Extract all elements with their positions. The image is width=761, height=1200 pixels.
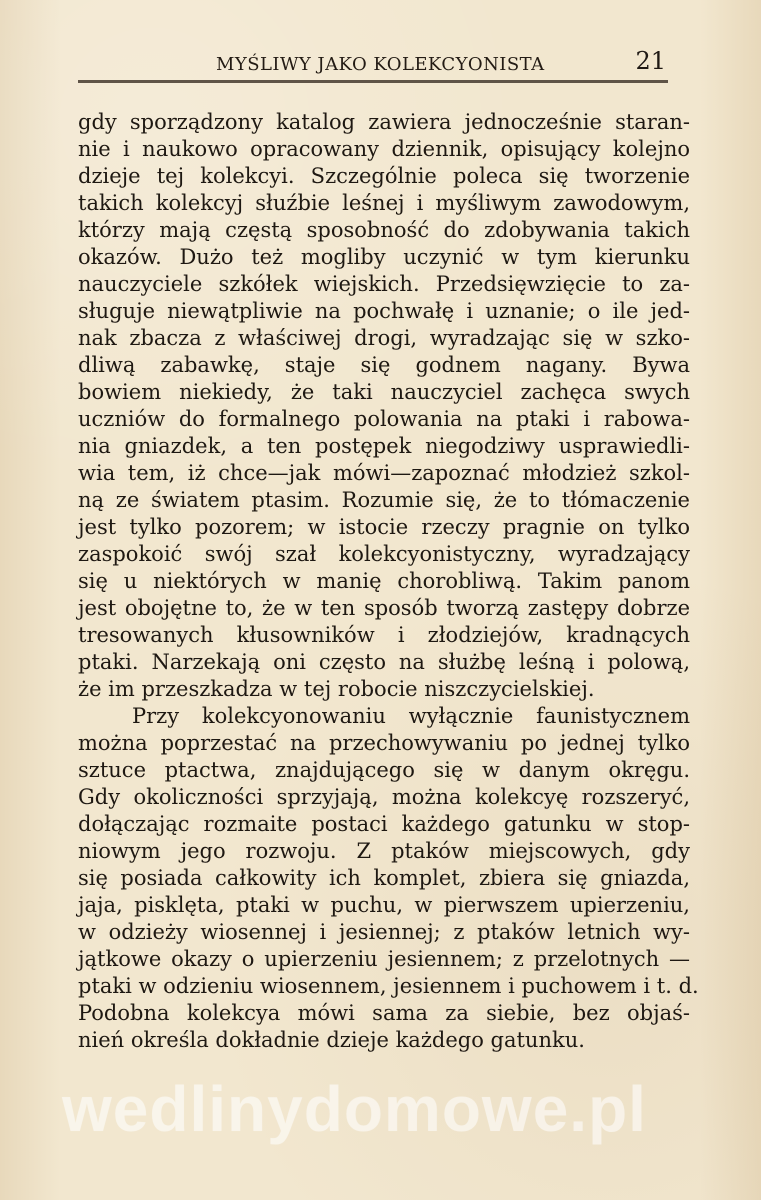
text-line: takich kolekcyj słuźbie leśnej i myśliwym zawodowym, (78, 191, 690, 215)
text-line: się u niektórych w manię chorobliwą. Takim panom (78, 569, 690, 593)
text-line: ptaki w odzieniu wiosennem, jesiennem i puchowem i t. d. (78, 974, 699, 998)
text-line: nie i naukowo opracowany dziennik, opisujący kolejno (78, 137, 690, 161)
text-line: Gdy okoliczności sprzyjają, można kolekcyę rozszeryć, (78, 785, 690, 809)
text-line: jest tylko pozorem; w istocie rzeczy pragnie on tylko (78, 515, 690, 539)
text-line: niowym jego rozwoju. Z ptaków miejscowych, gdy (78, 839, 690, 863)
header-rule (78, 80, 668, 83)
text-line: nauczyciele szkółek wiejskich. Przedsięwzięcie to za- (78, 272, 690, 296)
watermark: wedlinydomowe.pl (62, 1073, 647, 1145)
text-line: gdy sporządzony katalog zawiera jednocześnie staran- (78, 110, 690, 134)
text-line: wia tem, iż chce—jak mówi—zapoznać młodzież szkol- (78, 461, 690, 485)
text-line: sztuce ptactwa, znajdującego się w danym okręgu. (78, 758, 690, 782)
text-line: jątkowe okazy o upierzeniu jesiennem; z przelotnych — (78, 947, 690, 971)
text-line: zaspokoić swój szał kolekcyonistyczny, wyradzający (78, 542, 690, 566)
running-title: MYŚLIWY JAKO KOLEKCYONISTA (216, 54, 545, 75)
text-line: dołączając rozmaite postaci każdego gatunku w stop- (78, 812, 690, 836)
text-line: dliwą zabawkę, staje się godnem nagany. Bywa (78, 353, 690, 377)
text-line: okazów. Dużo też mogliby uczynić w tym kierunku (78, 245, 690, 269)
text-line: bowiem niekiedy, że taki nauczyciel zachęca swych (78, 380, 690, 404)
text-line: można poprzestać na przechowywaniu po jednej tylko (78, 731, 690, 755)
page-number: 21 (635, 47, 666, 75)
body-text (78, 108, 699, 1098)
text-line: nak zbacza z właściwej drogi, wyradzając się w szko- (78, 326, 690, 350)
text-line: że im przeszkadza w tej robocie niszczycielskiej. (78, 677, 595, 701)
text-line: w odzieży wiosennej i jesiennej; z ptaków letnich wy- (78, 920, 690, 944)
text-line: uczniów do formalnego polowania na ptaki i rabowa- (78, 407, 690, 431)
text-line: się posiada całkowity ich komplet, zbiera się gniazda, (78, 866, 690, 890)
text-line: nia gniazdek, a ten postępek niegodziwy usprawiedli- (78, 434, 690, 458)
text-line: Podobna kolekcya mówi sama za siebie, bez objaś- (78, 1001, 690, 1025)
paragraph-start-line: Przy kolekcyonowaniu wyłącznie faunistycznem (132, 704, 690, 728)
text-line: jaja, pisklęta, ptaki w puchu, w pierwszem upierzeniu, (78, 893, 690, 917)
text-line: ptaki. Narzekają oni często na służbę leśną i polową, (78, 650, 690, 674)
text-line: tresowanych kłusowników i złodziejów, kradnących (78, 623, 690, 647)
text-line: dzieje tej kolekcyi. Szczególnie poleca się tworzenie (78, 164, 690, 188)
text-line: którzy mają częstą sposobność do zdobywania takich (78, 218, 690, 242)
text-line: jest obojętne to, że w ten sposób tworzą zastępy dobrze (78, 596, 690, 620)
text-line: nień określa dokładnie dzieje każdego gatunku. (78, 1028, 585, 1052)
text-line: ną ze światem ptasim. Rozumie się, że to tłómaczenie (78, 488, 690, 512)
running-head (78, 42, 668, 76)
text-line: sługuje niewątpliwie na pochwałę i uznanie; o ile jed- (78, 299, 690, 323)
